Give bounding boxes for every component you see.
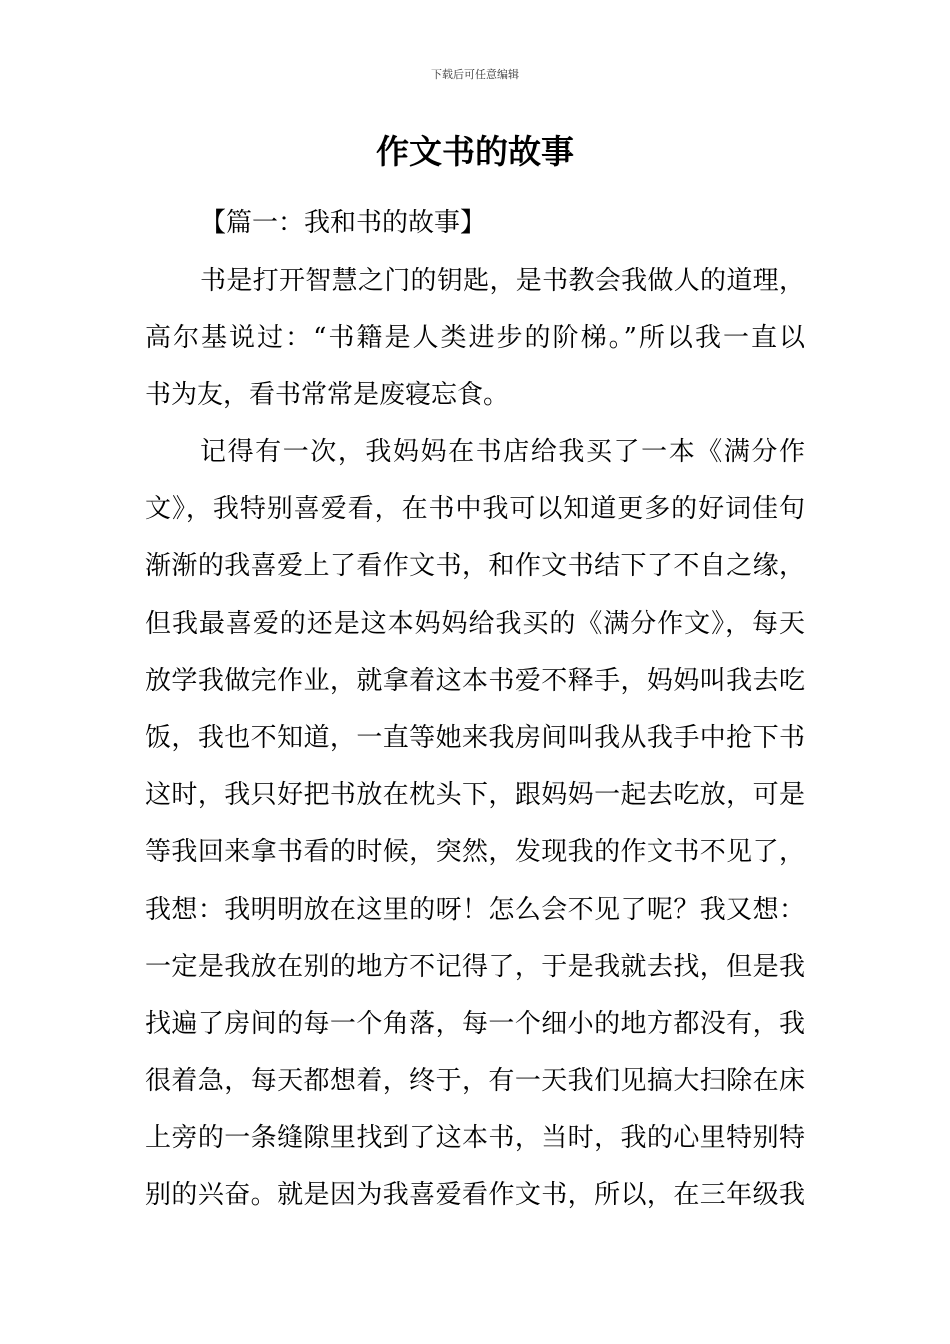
paragraph-2-line: 别的兴奋。就是因为我喜爱看作文书，所以，在三年级我 [145, 1180, 805, 1210]
paragraph-2-line: 等我回来拿书看的时候，突然，发现我的作文书不见了， [145, 837, 805, 867]
paragraph-2-line: 很着急，每天都想着，终于，有一天我们见搞大扫除在床 [145, 1066, 805, 1096]
section-heading: 【篇一：我和书的故事】 [200, 208, 487, 238]
paragraph-2-line: 饭，我也不知道，一直等她来我房间叫我从我手中抢下书 [145, 723, 805, 753]
paragraph-1-line: 高尔基说过：“书籍是人类进步的阶梯。”所以我一直以 [145, 323, 805, 353]
paragraph-2-line: 一定是我放在别的地方不记得了，于是我就去找，但是我 [145, 952, 805, 982]
header-note: 下载后可任意编辑 [431, 68, 519, 81]
paragraph-2-line: 文》，我特别喜爱看，在书中我可以知道更多的好词佳句 [145, 494, 805, 524]
paragraph-2-line: 找遍了房间的每一个角落，每一个细小的地方都没有，我 [145, 1009, 805, 1039]
paragraph-2-line: 我想：我明明放在这里的呀！怎么会不见了呢？我又想： [145, 895, 805, 925]
paragraph-2-line: 记得有一次，我妈妈在书店给我买了一本《满分作 [200, 437, 805, 467]
paragraph-2-line: 这时，我只好把书放在枕头下，跟妈妈一起去吃放，可是 [145, 780, 805, 810]
paragraph-1-line: 书是打开智慧之门的钥匙，是书教会我做人的道理， [200, 266, 805, 296]
paragraph-1-line: 书为友，看书常常是废寝忘食。 [145, 380, 510, 410]
paragraph-2-line: 上旁的一条缝隙里找到了这本书，当时，我的心里特别特 [145, 1123, 805, 1153]
paragraph-2-line: 但我最喜爱的还是这本妈妈给我买的《满分作文》，每天 [145, 609, 805, 639]
paragraph-2-line: 渐渐的我喜爱上了看作文书，和作文书结下了不自之缘， [145, 551, 805, 581]
paragraph-2-line: 放学我做完作业，就拿着这本书爱不释手，妈妈叫我去吃 [145, 666, 805, 696]
document-title: 作文书的故事 [376, 132, 574, 171]
